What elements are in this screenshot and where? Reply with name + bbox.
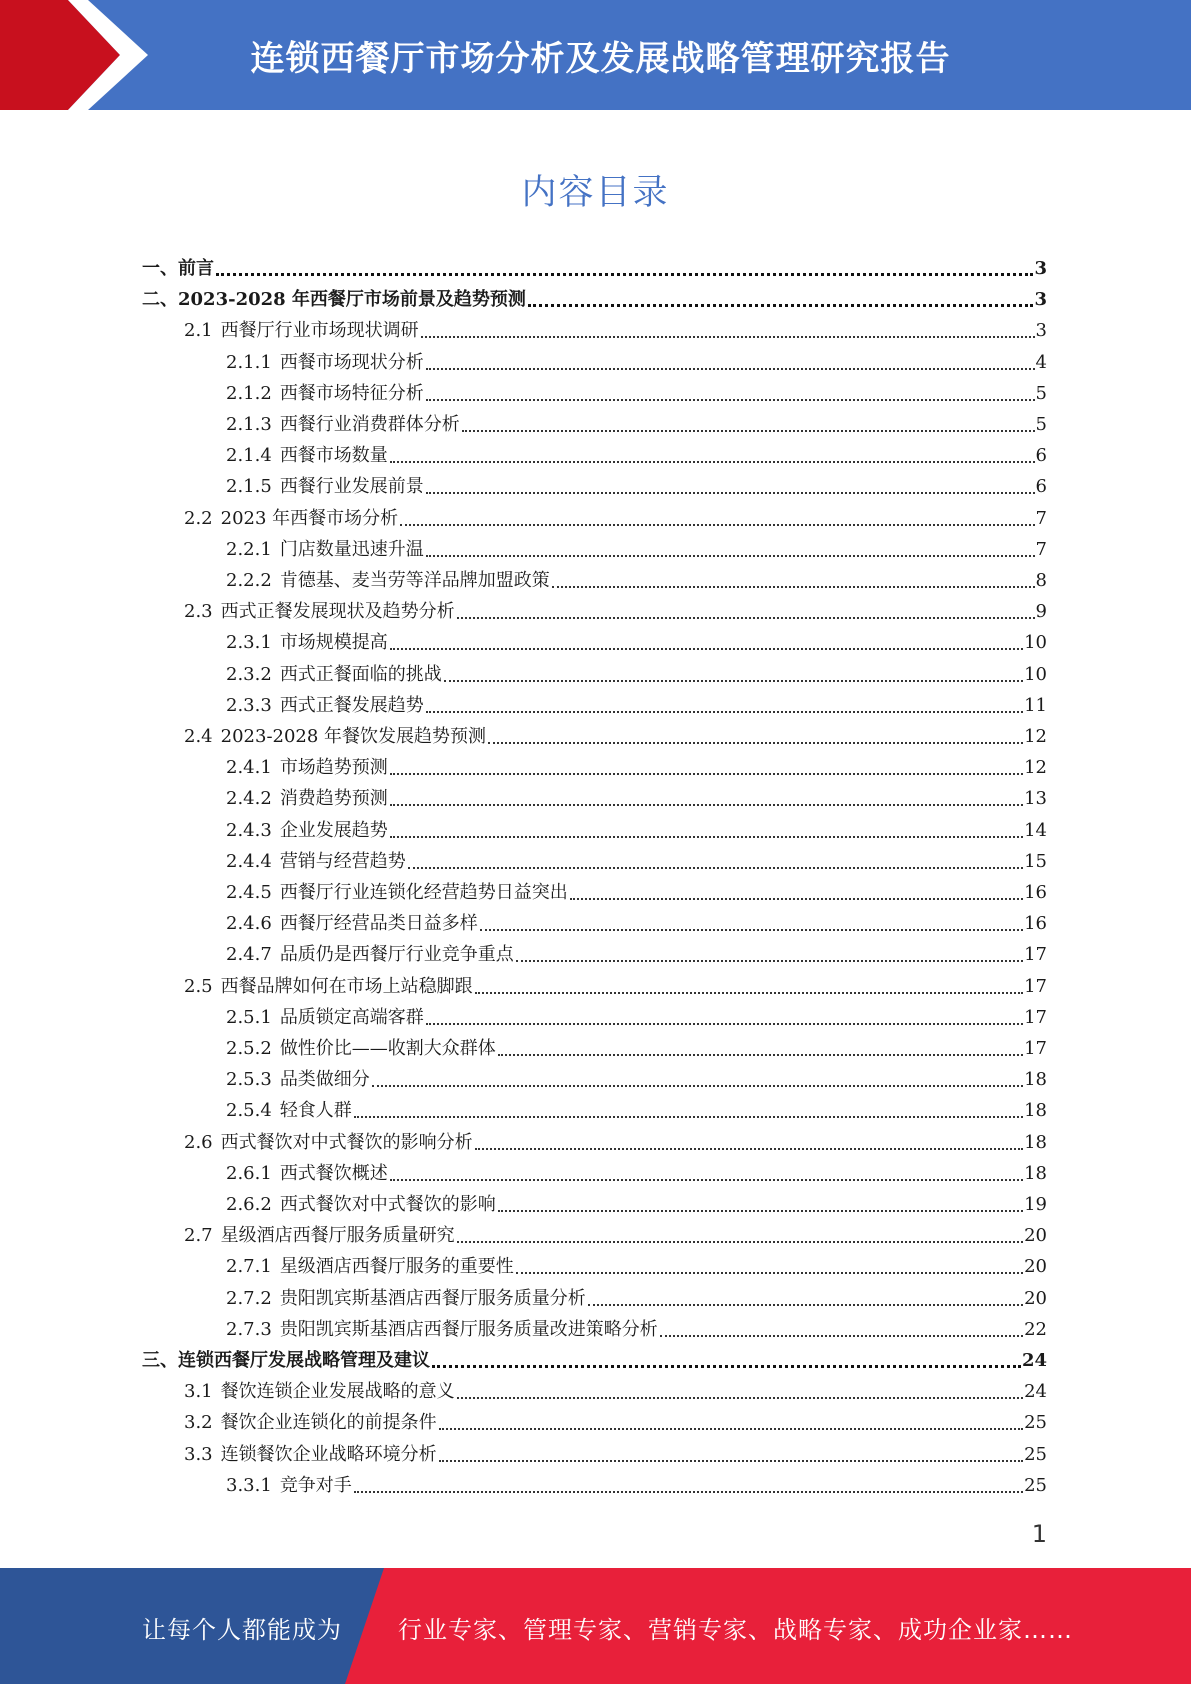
toc-entry[interactable] (226, 1005, 1047, 1029)
toc-entry-page: 7 (1035, 538, 1047, 560)
toc-entry-page: 17 (1024, 1038, 1047, 1059)
toc-dot-leader (426, 1023, 1023, 1025)
toc-dot-leader (421, 336, 1035, 338)
toc-entry-title: 消费趋势预测 (279, 788, 388, 810)
toc-dot-leader (390, 1179, 1023, 1181)
toc-dot-leader (498, 1210, 1023, 1212)
toc-entry-number: 2.5.4 (226, 1100, 272, 1122)
toc-entry[interactable] (184, 318, 1047, 342)
toc-entry-number: 2.4.7 (226, 944, 272, 966)
toc-entry[interactable] (226, 443, 1047, 467)
toc-dot-leader (354, 1491, 1023, 1493)
toc-entry[interactable] (226, 630, 1047, 654)
toc-dot-leader (408, 867, 1023, 869)
toc-dot-leader (439, 1428, 1023, 1430)
toc-entry-number: 2.6.2 (226, 1194, 272, 1215)
toc-dot-leader (462, 430, 1035, 432)
toc-entry-number: 3.3 (184, 1443, 213, 1465)
toc-entry-title: 西餐市场现状分析 (279, 351, 424, 373)
toc-entry-number: 2.1.5 (226, 476, 272, 498)
toc-entry-page: 20 (1024, 1256, 1047, 1278)
toc-entry-title: 营销与经营趋势 (279, 850, 406, 872)
toc-dot-leader (372, 1085, 1023, 1087)
toc-entry-number: 3.1 (184, 1381, 213, 1403)
toc-dot-leader (457, 1241, 1023, 1243)
toc-entry-page: 16 (1024, 882, 1047, 903)
toc-entry-title: 西餐厅经营品类日益多样 (279, 913, 478, 935)
toc-dot-leader (475, 992, 1023, 994)
toc-entry[interactable] (226, 849, 1047, 873)
toc-dot-leader (390, 648, 1023, 650)
toc-dot-leader (480, 929, 1023, 931)
toc-entry-title: 西式正餐发展现状及趋势分析 (220, 601, 455, 623)
toc-entry-number: 2.1.2 (226, 382, 272, 404)
toc-entry-title: 肯德基、麦当劳等洋品牌加盟政策 (279, 570, 550, 591)
toc-entry-title: 2023-2028 年西餐厅市场前景及趋势预测 (178, 289, 526, 311)
toc-entry-title: 贵阳凯宾斯基酒店西餐厅服务质量改进策略分析 (279, 1318, 658, 1340)
toc-entry-page: 18 (1024, 1131, 1047, 1153)
footer-slogan-left: 让每个人都能成为 (142, 1616, 342, 1644)
toc-entry-title: 轻食人群 (279, 1100, 352, 1122)
toc-entry[interactable] (142, 1348, 1047, 1372)
toc-entry-number: 2.4 (184, 726, 213, 747)
toc-dot-leader (426, 711, 1023, 713)
toc-entry-number: 2.2.2 (226, 570, 272, 591)
toc-entry-number: 一、 (142, 258, 178, 279)
toc-entry[interactable] (142, 287, 1047, 311)
toc-entry-number: 2.4.4 (226, 850, 272, 872)
toc-entry-title: 餐饮企业连锁化的前提条件 (220, 1412, 437, 1434)
toc-entry-number: 2.6 (184, 1131, 213, 1153)
toc-entry-title: 品质仍是西餐厅行业竞争重点 (279, 944, 514, 966)
toc-entry-page: 24 (1024, 1381, 1047, 1403)
toc-entry[interactable] (184, 974, 1047, 998)
toc-entry[interactable] (226, 568, 1047, 592)
toc-entry-number: 3.3.1 (226, 1474, 272, 1496)
toc-entry-page: 17 (1024, 1006, 1047, 1028)
toc-entry-number: 2.5.2 (226, 1038, 272, 1059)
toc-entry[interactable] (226, 350, 1047, 374)
toc-entry-number: 2.7.3 (226, 1318, 272, 1340)
toc-entry[interactable] (226, 693, 1047, 717)
toc-entry-title: 前言 (178, 258, 214, 279)
toc-entry[interactable] (226, 880, 1047, 904)
toc-entry[interactable] (184, 1442, 1047, 1466)
toc-entry-page: 3 (1034, 289, 1047, 311)
toc-entry-page: 8 (1035, 570, 1047, 591)
toc-entry-page: 11 (1024, 694, 1047, 716)
footer-slogan-right: 行业专家、管理专家、营销专家、战略专家、成功企业家…… (398, 1616, 1073, 1644)
toc-entry-title: 西餐行业发展前景 (279, 476, 424, 498)
toc-entry-page: 13 (1024, 788, 1047, 810)
toc-entry-number: 2.5.3 (226, 1069, 272, 1091)
toc-entry[interactable] (226, 1036, 1047, 1060)
toc-dot-leader (660, 1335, 1023, 1337)
toc-dot-leader (390, 773, 1023, 775)
toc-entry-number: 2.4.3 (226, 819, 272, 841)
toc-entry-page: 14 (1024, 819, 1047, 841)
toc-entry-page: 19 (1024, 1194, 1047, 1215)
toc-entry-page: 4 (1035, 351, 1047, 373)
toc-entry-title: 2023-2028 年餐饮发展趋势预测 (220, 726, 487, 747)
toc-entry[interactable] (226, 755, 1047, 779)
toc-dot-leader (432, 1365, 1021, 1368)
toc-dot-leader (426, 492, 1035, 494)
toc-entry-title: 西餐市场数量 (279, 445, 388, 467)
toc-entry-number: 2.6.1 (226, 1162, 272, 1184)
toc-entry-page: 25 (1024, 1443, 1047, 1465)
toc-entry-page: 22 (1024, 1318, 1047, 1340)
toc-entry-page: 15 (1024, 850, 1047, 872)
toc-entry[interactable] (226, 942, 1047, 966)
toc-entry-number: 2.4.5 (226, 882, 272, 903)
toc-entry-title: 企业发展趋势 (279, 819, 388, 841)
toc-dot-leader (400, 524, 1034, 526)
toc-entry-page: 17 (1024, 944, 1047, 966)
toc-entry-page: 10 (1024, 632, 1047, 654)
toc-entry[interactable] (226, 911, 1047, 935)
toc-entry-page: 25 (1024, 1474, 1047, 1496)
toc-entry-page: 5 (1035, 414, 1047, 435)
toc-entry-number: 2.5.1 (226, 1006, 272, 1028)
toc-entry-number: 2.3.3 (226, 694, 272, 716)
toc-entry-number: 2.3 (184, 601, 213, 623)
toc-entry-title: 门店数量迅速升温 (279, 538, 424, 560)
toc-entry[interactable] (142, 256, 1047, 280)
toc-entry-page: 18 (1024, 1100, 1047, 1122)
toc-entry[interactable] (226, 412, 1047, 436)
toc-entry-title: 竞争对手 (279, 1474, 352, 1496)
toc-entry-number: 2.7.2 (226, 1287, 272, 1309)
header-band (0, 0, 1191, 110)
toc-entry[interactable] (226, 1098, 1047, 1122)
toc-entry-title: 西餐行业消费群体分析 (279, 414, 460, 435)
toc-dot-leader (426, 555, 1035, 557)
toc-entry-page: 12 (1024, 757, 1047, 779)
toc-entry-page: 24 (1021, 1350, 1047, 1371)
toc-entry-number: 2.7.1 (226, 1256, 272, 1278)
toc-dot-leader (354, 1116, 1023, 1118)
toc-entry-number: 2.4.1 (226, 757, 272, 779)
toc-entry-number: 2.2.1 (226, 538, 272, 560)
toc-entry[interactable] (184, 1410, 1047, 1434)
toc-entry[interactable] (184, 1379, 1047, 1403)
toc-entry-title: 西式餐饮对中式餐饮的影响分析 (220, 1131, 473, 1153)
toc-entry-title: 做性价比——收割大众群体 (279, 1038, 496, 1059)
toc-entry[interactable] (184, 506, 1047, 530)
toc-dot-leader (498, 1054, 1023, 1056)
toc-entry-number: 2.2 (184, 507, 213, 529)
toc-entry-page: 6 (1035, 476, 1047, 498)
toc-entry-title: 连锁餐饮企业战略环境分析 (220, 1443, 437, 1465)
toc-entry[interactable] (226, 1473, 1047, 1497)
toc-dot-leader (390, 836, 1023, 838)
toc-entry-number: 2.4.2 (226, 788, 272, 810)
toc-dot-leader (426, 399, 1035, 401)
toc-entry-title: 市场规模提高 (279, 632, 388, 654)
toc-entry[interactable] (184, 724, 1047, 748)
toc-entry-number: 二、 (142, 289, 178, 311)
toc-entry-page: 7 (1035, 507, 1047, 529)
toc-entry-number: 2.7 (184, 1225, 213, 1247)
report-title: 连锁西餐厅市场分析及发展战略管理研究报告 (250, 38, 951, 79)
toc-entry-number: 2.4.6 (226, 913, 272, 935)
toc-entry-page: 16 (1024, 913, 1047, 935)
toc-entry[interactable] (226, 786, 1047, 810)
toc-entry-number: 3.2 (184, 1412, 213, 1434)
toc-entry-title: 西式餐饮对中式餐饮的影响 (279, 1194, 496, 1215)
toc-entry-page: 20 (1024, 1225, 1047, 1247)
toc-entry-page: 17 (1024, 975, 1047, 997)
toc-entry[interactable] (226, 1192, 1047, 1216)
toc-dot-leader (528, 304, 1034, 307)
toc-entry-page: 20 (1024, 1287, 1047, 1309)
toc-entry[interactable] (226, 1254, 1047, 1278)
toc-entry-number: 2.3.1 (226, 632, 272, 654)
toc-entry[interactable] (226, 1286, 1047, 1310)
toc-entry-number: 三、 (142, 1350, 178, 1371)
toc-entry-title: 贵阳凯宾斯基酒店西餐厅服务质量分析 (279, 1287, 586, 1309)
toc-entry[interactable] (226, 474, 1047, 498)
toc-entry-title: 品类做细分 (279, 1069, 370, 1091)
toc-entry[interactable] (184, 1223, 1047, 1247)
toc-entry-page: 9 (1035, 601, 1047, 623)
toc-entry[interactable] (226, 1317, 1047, 1341)
toc-entry-number: 2.5 (184, 975, 213, 997)
toc-dot-leader (426, 368, 1035, 370)
toc-entry[interactable] (226, 381, 1047, 405)
toc-entry[interactable] (184, 599, 1047, 623)
toc-entry[interactable] (226, 818, 1047, 842)
toc-entry-number: 2.3.2 (226, 663, 272, 685)
toc-dot-leader (216, 273, 1033, 276)
toc-entry-title: 西餐厅行业连锁化经营趋势日益突出 (279, 882, 568, 903)
toc-entry-title: 西餐品牌如何在市场上站稳脚跟 (220, 975, 473, 997)
toc-entry-title: 2023 年西餐市场分析 (220, 507, 399, 529)
toc-entry-page: 3 (1034, 258, 1047, 279)
toc-dot-leader (488, 742, 1023, 744)
toc-entry[interactable] (226, 662, 1047, 686)
toc-entry-page: 6 (1035, 445, 1047, 467)
toc-entry-title: 星级酒店西餐厅服务的重要性 (279, 1256, 514, 1278)
toc-entry[interactable] (226, 1067, 1047, 1091)
toc-dot-leader (552, 586, 1035, 588)
toc-entry-title: 西式正餐发展趋势 (279, 694, 424, 716)
toc-entry-number: 2.1.1 (226, 351, 272, 373)
toc-entry-number: 2.1.3 (226, 414, 272, 435)
toc-entry-title: 连锁西餐厅发展战略管理及建议 (178, 1350, 430, 1371)
toc-dot-leader (588, 1304, 1023, 1306)
toc-entry-page: 25 (1024, 1412, 1047, 1434)
toc-entry-number: 2.1 (184, 320, 213, 342)
toc-dot-leader (439, 1460, 1023, 1462)
toc-heading: 内容目录 (521, 173, 670, 213)
page-number: 1 (1031, 1520, 1047, 1548)
toc-dot-leader (390, 804, 1023, 806)
toc-dot-leader (570, 898, 1023, 900)
toc-entry-page: 3 (1035, 320, 1047, 342)
toc-entry-title: 餐饮连锁企业发展战略的意义 (220, 1381, 455, 1403)
toc-entry-page: 18 (1024, 1162, 1047, 1184)
toc-entry-title: 市场趋势预测 (279, 757, 388, 779)
toc-dot-leader (444, 680, 1023, 682)
toc-dot-leader (516, 960, 1023, 962)
toc-entry-number: 2.1.4 (226, 445, 272, 467)
toc-entry-title: 西餐市场特征分析 (279, 382, 424, 404)
toc-dot-leader (390, 461, 1035, 463)
toc-entry-title: 西式正餐面临的挑战 (279, 663, 442, 685)
toc-entry-page: 5 (1035, 382, 1047, 404)
toc-entry[interactable] (184, 1130, 1047, 1154)
toc-entry-page: 18 (1024, 1069, 1047, 1091)
toc-entry-page: 12 (1024, 726, 1047, 747)
toc-entry[interactable] (226, 537, 1047, 561)
toc-dot-leader (457, 1397, 1023, 1399)
toc-entry-title: 星级酒店西餐厅服务质量研究 (220, 1225, 455, 1247)
toc-entry-title: 品质锁定高端客群 (279, 1006, 424, 1028)
toc-dot-leader (516, 1272, 1023, 1274)
toc-entry-page: 10 (1024, 663, 1047, 685)
toc-entry[interactable] (226, 1161, 1047, 1185)
toc-entry-title: 西餐厅行业市场现状调研 (220, 320, 419, 342)
toc-entry-title: 西式餐饮概述 (279, 1162, 388, 1184)
toc-dot-leader (475, 1148, 1023, 1150)
toc-dot-leader (457, 617, 1035, 619)
